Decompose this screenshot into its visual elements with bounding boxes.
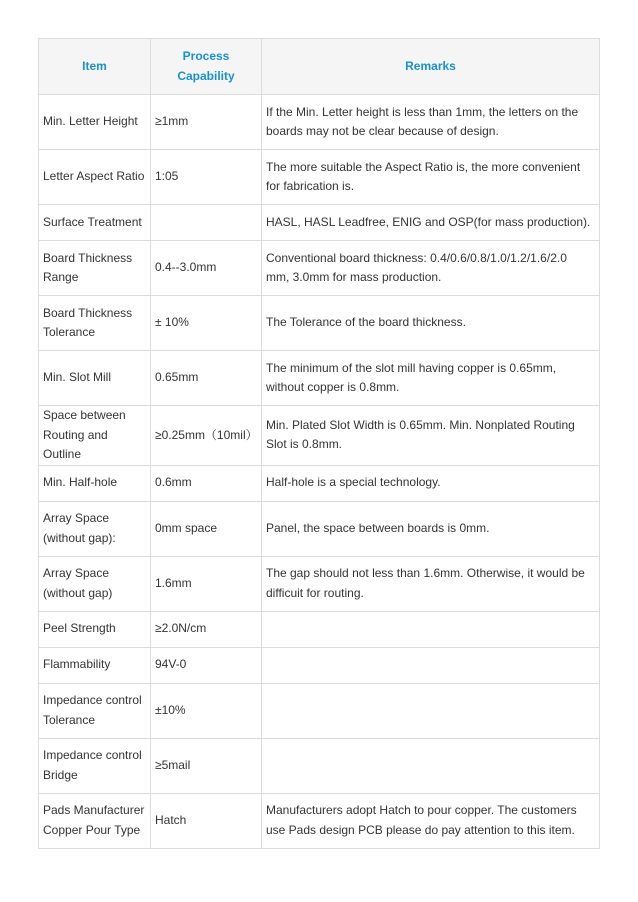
- cell-remarks: The gap should not less than 1.6mm. Otherwise, it would be difficuit for routing.: [262, 556, 600, 611]
- cell-item: Impedance control Tolerance: [39, 683, 151, 738]
- table-row: [39, 150, 600, 205]
- cell-capability: [151, 205, 262, 241]
- header-process-capability: Process Capability: [151, 39, 262, 95]
- cell-item: Array Space (without gap):: [39, 501, 151, 556]
- cell-item: Board Thickness Range: [39, 241, 151, 296]
- cell-item: Space between Routing and Outline: [39, 406, 151, 466]
- cell-capability: ≥0.25mm（10mil）: [151, 406, 262, 466]
- capability-table-container: [38, 38, 599, 849]
- cell-capability: ≥1mm: [151, 95, 262, 150]
- cell-remarks: HASL, HASL Leadfree, ENIG and OSP(for mass production).: [262, 205, 600, 241]
- cell-item: Min. Letter Height: [39, 95, 151, 150]
- cell-capability: ≥5mail: [151, 738, 262, 793]
- cell-item: Min. Slot Mill: [39, 351, 151, 406]
- cell-remarks: Half-hole is a special technology.: [262, 465, 600, 501]
- table-row: [39, 296, 600, 351]
- cell-capability: ≥2.0N/cm: [151, 611, 262, 647]
- cell-capability: ± 10%: [151, 296, 262, 351]
- table-row: [39, 683, 600, 738]
- cell-capability: Hatch: [151, 793, 262, 848]
- cell-remarks: Min. Plated Slot Width is 0.65mm. Min. Nonplated Routing Slot is 0.8mm.: [262, 406, 600, 466]
- cell-item: Array Space (without gap): [39, 556, 151, 611]
- table-row: [39, 241, 600, 296]
- cell-remarks: Conventional board thickness: 0.4/0.6/0.8/1.0/1.2/1.6/2.0 mm, 3.0mm for mass production.: [262, 241, 600, 296]
- table-row: [39, 793, 600, 848]
- table-row: [39, 647, 600, 683]
- cell-remarks: Manufacturers adopt Hatch to pour copper. The customers use Pads design PCB please do pay attention to this item.: [262, 793, 600, 848]
- cell-remarks: [262, 647, 600, 683]
- cell-capability: 94V-0: [151, 647, 262, 683]
- table-row: [39, 351, 600, 406]
- cell-remarks: [262, 683, 600, 738]
- cell-item: Flammability: [39, 647, 151, 683]
- header-remarks: Remarks: [262, 39, 600, 95]
- table-row: [39, 205, 600, 241]
- cell-item: Peel Strength: [39, 611, 151, 647]
- cell-remarks: [262, 738, 600, 793]
- table-row: [39, 406, 600, 466]
- table-row: [39, 611, 600, 647]
- table-row: [39, 556, 600, 611]
- cell-remarks: If the Min. Letter height is less than 1mm, the letters on the boards may not be clear because of design.: [262, 95, 600, 150]
- cell-item: Impedance control Bridge: [39, 738, 151, 793]
- cell-capability: 1.6mm: [151, 556, 262, 611]
- cell-remarks: [262, 611, 600, 647]
- cell-capability: 0.6mm: [151, 465, 262, 501]
- cell-remarks: The Tolerance of the board thickness.: [262, 296, 600, 351]
- cell-item: Letter Aspect Ratio: [39, 150, 151, 205]
- process-capability-table: [38, 38, 600, 849]
- cell-remarks: Panel, the space between boards is 0mm.: [262, 501, 600, 556]
- cell-capability: 0mm space: [151, 501, 262, 556]
- cell-remarks: The minimum of the slot mill having copper is 0.65mm, without copper is 0.8mm.: [262, 351, 600, 406]
- cell-capability: ±10%: [151, 683, 262, 738]
- cell-remarks: The more suitable the Aspect Ratio is, the more convenient for fabrication is.: [262, 150, 600, 205]
- cell-capability: 0.65mm: [151, 351, 262, 406]
- table-row: [39, 738, 600, 793]
- cell-item: Pads Manufacturer Copper Pour Type: [39, 793, 151, 848]
- table-row: [39, 95, 600, 150]
- cell-item: Board Thickness Tolerance: [39, 296, 151, 351]
- header-item: Item: [39, 39, 151, 95]
- table-header-row: [39, 39, 600, 95]
- cell-capability: 1:05: [151, 150, 262, 205]
- table-row: [39, 501, 600, 556]
- cell-item: Surface Treatment: [39, 205, 151, 241]
- table-row: [39, 465, 600, 501]
- cell-capability: 0.4--3.0mm: [151, 241, 262, 296]
- cell-item: Min. Half-hole: [39, 465, 151, 501]
